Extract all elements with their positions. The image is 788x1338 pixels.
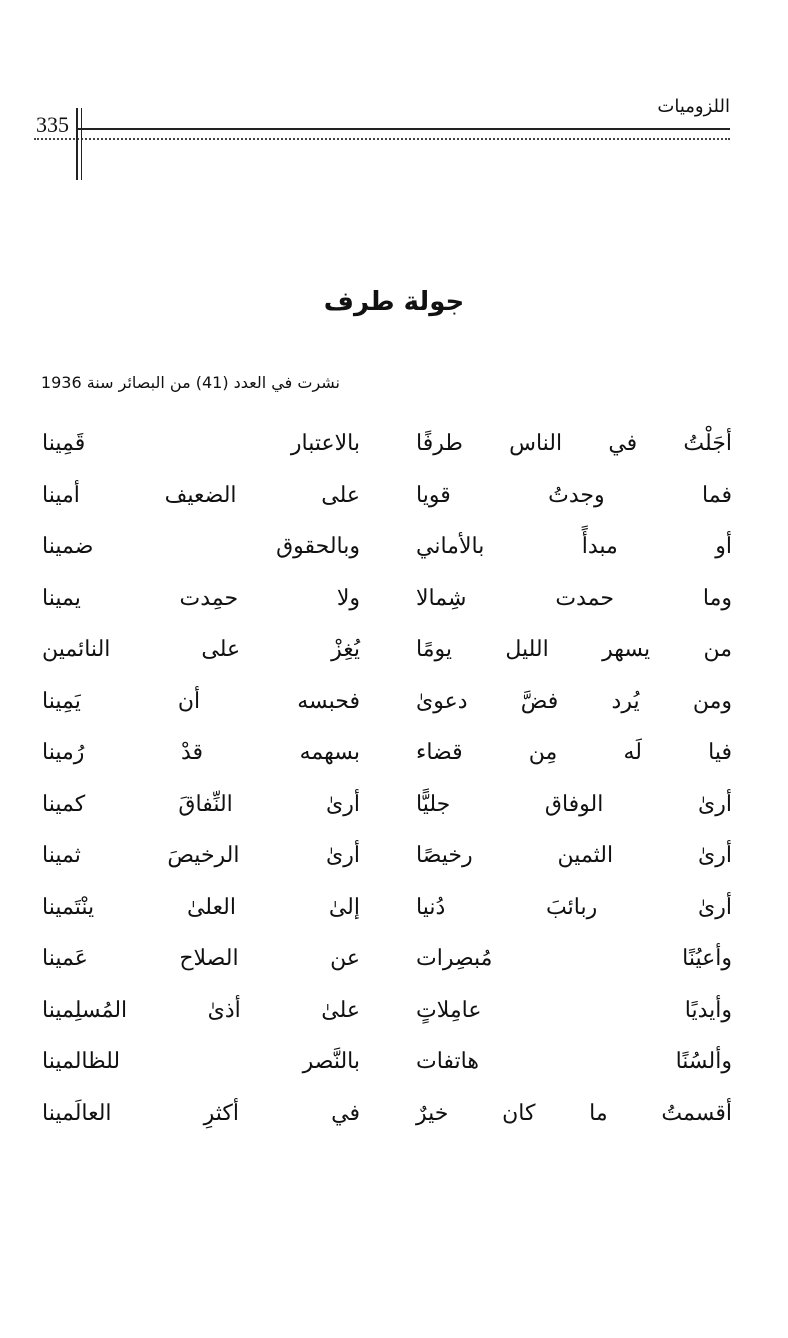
page-number: 335 [36,112,69,137]
verse [0,937,788,989]
verse-second-hemistich: فحبسه أن يَمِينا [42,688,360,714]
verse-second-hemistich: عن الصلاح عَمينا [42,946,360,971]
verse [0,834,788,886]
verse-second-hemistich: بالاعتبار قَمِينا [42,431,360,456]
verse [0,989,788,1041]
verse [0,1092,788,1144]
verse-first-hemistich: أرىٰ ربائبَ دُنيا [416,894,732,920]
verse-first-hemistich: من يسهر الليل يومًا [416,637,732,662]
header-dotted-rule [34,138,730,140]
verse-first-hemistich: أرىٰ الثمين رخيصًا [416,843,732,868]
verse-first-hemistich: فيا لَه مِن قضاء [416,740,732,765]
verse-first-hemistich: أقسمتُ ما كان خيرٌ [416,1100,732,1126]
verse-first-hemistich: وألسُنًا هاتفات [416,1049,732,1074]
header-vertical-rule [76,108,78,180]
verse-first-hemistich: وأيديًا عامِلاتٍ [416,997,732,1023]
verse-first-hemistich: أجَلْتُ في الناس طرفًا [416,431,732,456]
verse [0,474,788,526]
running-header-title: اللزوميات [657,96,730,117]
verse [0,577,788,629]
verse-second-hemistich: أرىٰ الرخيصَ ثمينا [42,843,360,868]
verse [0,783,788,835]
verse-first-hemistich: أو مبدأً بالأماني [416,534,732,559]
verse [0,628,788,680]
verse [0,680,788,732]
verse-first-hemistich: فما وجدتُ قويا [416,482,732,508]
header-rule [76,128,730,130]
verse-second-hemistich: أرىٰ النِّفاقَ كمينا [42,791,360,817]
verse-first-hemistich: ومن يُرد فضَّ دعوىٰ [416,688,732,714]
verse-second-hemistich: علىٰ أذىٰ المُسلِمينا [42,997,360,1023]
verse-second-hemistich: ولا حمِدت يمينا [42,585,360,611]
verse [0,886,788,938]
verse-second-hemistich: وبالحقوق ضمينا [42,534,360,559]
verse [0,525,788,577]
verse [0,422,788,474]
verse-first-hemistich: وما حمدت شِمالا [416,585,732,611]
verse-second-hemistich: على الضعيف أمينا [42,482,360,508]
verse-second-hemistich: بالنَّصر للظالمينا [42,1049,360,1074]
verse-second-hemistich: في أكثرِ العالَمينا [42,1100,360,1126]
verse [0,1040,788,1092]
verse-second-hemistich: إلىٰ العلىٰ ينْتَمينا [42,894,360,920]
publication-note: نشرت في العدد (41) من البصائر سنة 1936 [40,373,340,392]
header-vertical-rule-inner [81,108,82,180]
verse-second-hemistich: يُغِزْ على النائمين [42,637,360,662]
verse [0,731,788,783]
poem-verses [0,422,788,1143]
verse-second-hemistich: بسهمه قدْ رُمينا [42,740,360,765]
poem-title: جولة طرف [323,287,465,317]
verse-first-hemistich: وأعيُنًا مُبصِرات [416,946,732,971]
verse-first-hemistich: أرىٰ الوفاق جليًّا [416,791,732,817]
